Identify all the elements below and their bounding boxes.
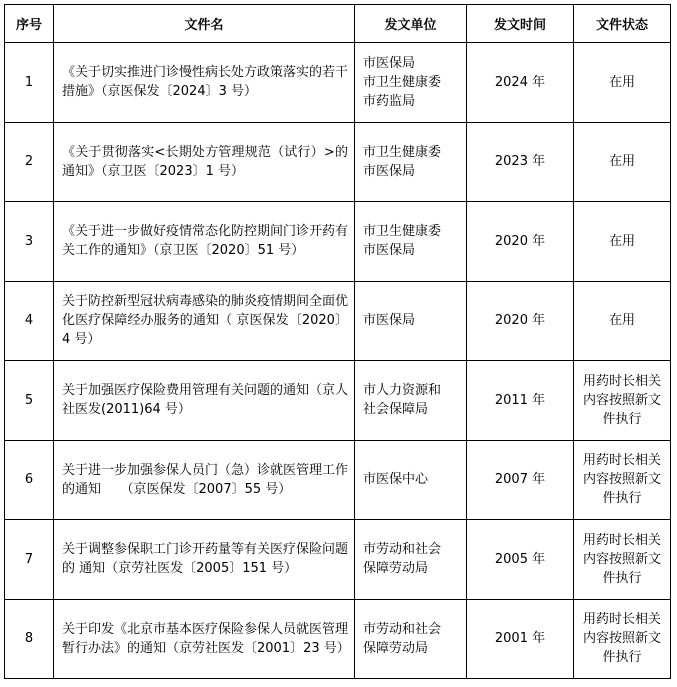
header-unit: 发文单位 xyxy=(355,5,467,43)
cell-index: 3 xyxy=(5,202,54,282)
cell-unit: 市卫生健康委 市医保局 xyxy=(355,122,467,202)
cell-name: 关于进一步加强参保人员门（急）诊就医管理工作的通知 （京医保发〔2007〕55 号） xyxy=(54,440,355,520)
cell-unit: 市医保局 市卫生健康委 市药监局 xyxy=(355,43,467,123)
cell-name: 关于加强医疗保险费用管理有关问题的通知（京人社医发(2011)64 号） xyxy=(54,361,355,441)
cell-index: 7 xyxy=(5,520,54,600)
cell-index: 2 xyxy=(5,122,54,202)
table-header-row xyxy=(5,5,671,43)
cell-unit: 市人力资源和 社会保障局 xyxy=(355,361,467,441)
table-row xyxy=(5,202,671,282)
table-row xyxy=(5,43,671,123)
cell-status: 在用 xyxy=(574,281,671,361)
cell-name: 《关于切实推进门诊慢性病长处方政策落实的若干措施》（京医保发〔2024〕3 号） xyxy=(54,43,355,123)
cell-name: 关于防控新型冠状病毒感染的肺炎疫情期间全面优化医疗保障经办服务的通知（ 京医保发〔2020〕4 号） xyxy=(54,281,355,361)
cell-status: 用药时长相关内容按照新文件执行 xyxy=(574,361,671,441)
header-name: 文件名 xyxy=(54,5,355,43)
table-row xyxy=(5,361,671,441)
cell-name: 《关于贯彻落实<长期处方管理规范（试行）>的通知》（京卫医〔2023〕1 号） xyxy=(54,122,355,202)
cell-time: 2001 年 xyxy=(467,599,574,679)
table-row xyxy=(5,440,671,520)
table-row xyxy=(5,520,671,600)
header-status: 文件状态 xyxy=(574,5,671,43)
cell-index: 4 xyxy=(5,281,54,361)
table-row xyxy=(5,599,671,679)
cell-time: 2011 年 xyxy=(467,361,574,441)
cell-time: 2020 年 xyxy=(467,281,574,361)
cell-time: 2005 年 xyxy=(467,520,574,600)
policy-document-table xyxy=(4,4,671,679)
cell-index: 6 xyxy=(5,440,54,520)
cell-status: 用药时长相关内容按照新文件执行 xyxy=(574,520,671,600)
cell-status: 用药时长相关内容按照新文件执行 xyxy=(574,599,671,679)
cell-time: 2020 年 xyxy=(467,202,574,282)
table-row xyxy=(5,122,671,202)
cell-index: 5 xyxy=(5,361,54,441)
cell-time: 2024 年 xyxy=(467,43,574,123)
cell-name: 关于调整参保职工门诊开药量等有关医疗保险问题的 通知（京劳社医发〔2005〕151 号） xyxy=(54,520,355,600)
cell-unit: 市劳动和社会 保障劳动局 xyxy=(355,520,467,600)
cell-time: 2007 年 xyxy=(467,440,574,520)
cell-status: 用药时长相关内容按照新文件执行 xyxy=(574,440,671,520)
cell-status: 在用 xyxy=(574,202,671,282)
cell-unit: 市卫生健康委 市医保局 xyxy=(355,202,467,282)
cell-name: 关于印发《北京市基本医疗保险参保人员就医管理暂行办法》的通知（京劳社医发〔2001〕23 号） xyxy=(54,599,355,679)
table-row xyxy=(5,281,671,361)
cell-index: 8 xyxy=(5,599,54,679)
cell-status: 在用 xyxy=(574,122,671,202)
cell-status: 在用 xyxy=(574,43,671,123)
header-time: 发文时间 xyxy=(467,5,574,43)
cell-name: 《关于进一步做好疫情常态化防控期间门诊开药有关工作的通知》（京卫医〔2020〕51 号） xyxy=(54,202,355,282)
cell-index: 1 xyxy=(5,43,54,123)
cell-time: 2023 年 xyxy=(467,122,574,202)
header-index: 序号 xyxy=(5,5,54,43)
cell-unit: 市医保局 xyxy=(355,281,467,361)
cell-unit: 市医保中心 xyxy=(355,440,467,520)
cell-unit: 市劳动和社会 保障劳动局 xyxy=(355,599,467,679)
